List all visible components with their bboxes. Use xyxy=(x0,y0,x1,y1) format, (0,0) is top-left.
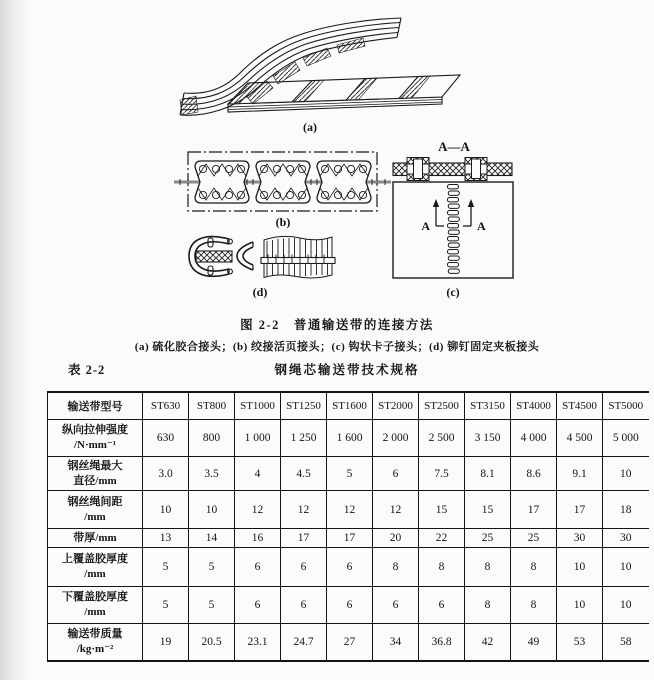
value-cell: 10 xyxy=(143,491,189,529)
value-cell: 36.8 xyxy=(419,624,465,661)
value-cell: 6 xyxy=(281,548,327,587)
value-cell: 13 xyxy=(143,529,189,548)
column-header: ST5000 xyxy=(603,392,649,420)
value-cell: 8 xyxy=(465,548,511,587)
diagram-c-hook-staple-joint xyxy=(393,158,513,279)
column-header: ST4000 xyxy=(511,392,557,420)
column-header: ST2500 xyxy=(419,392,465,420)
diagram-a-vulcanized-splice xyxy=(180,18,460,115)
table-header-row xyxy=(48,392,649,420)
value-cell: 8 xyxy=(465,587,511,624)
value-cell: 20.5 xyxy=(189,624,235,661)
spec-table xyxy=(47,391,649,662)
value-cell: 1 250 xyxy=(281,420,327,457)
value-cell: 5 xyxy=(327,457,373,491)
value-cell: 3.5 xyxy=(189,457,235,491)
value-cell: 6 xyxy=(373,587,419,624)
label-b: (b) xyxy=(275,215,291,229)
value-cell: 10 xyxy=(557,548,603,587)
value-cell: 34 xyxy=(373,624,419,661)
value-cell: 6 xyxy=(327,587,373,624)
hinge-plates xyxy=(195,161,371,203)
row-label: 输送带质量 /kg·m⁻² xyxy=(48,624,143,661)
value-cell: 5 xyxy=(189,548,235,587)
value-cell: 8.1 xyxy=(465,457,511,491)
value-cell: 2 500 xyxy=(419,420,465,457)
value-cell: 6 xyxy=(235,548,281,587)
table-row xyxy=(48,548,649,587)
arrow-label-right: A xyxy=(477,219,486,233)
column-header: ST3150 xyxy=(465,392,511,420)
value-cell: 6 xyxy=(235,587,281,624)
value-cell: 17 xyxy=(511,491,557,529)
column-header: ST1000 xyxy=(235,392,281,420)
value-cell: 800 xyxy=(189,420,235,457)
row-label: 下覆盖胶厚度 /mm xyxy=(48,587,143,624)
value-cell: 14 xyxy=(189,529,235,548)
column-header: ST1600 xyxy=(327,392,373,420)
value-cell: 10 xyxy=(603,548,649,587)
column-header: ST630 xyxy=(143,392,189,420)
row-label: 上覆盖胶厚度 /mm xyxy=(48,548,143,587)
value-cell: 17 xyxy=(327,529,373,548)
value-cell: 22 xyxy=(419,529,465,548)
value-cell: 19 xyxy=(143,624,189,661)
value-cell: 5 000 xyxy=(603,420,649,457)
value-cell: 17 xyxy=(281,529,327,548)
table-row xyxy=(48,420,649,457)
value-cell: 5 xyxy=(143,548,189,587)
table-heading xyxy=(47,360,647,380)
row-label: 钢丝绳间距 /mm xyxy=(48,491,143,529)
value-cell: 10 xyxy=(603,587,649,624)
figure-caption: 图 2-2 普通输送带的连接方法 xyxy=(240,318,434,332)
value-cell: 12 xyxy=(327,491,373,529)
value-cell: 630 xyxy=(143,420,189,457)
value-cell: 30 xyxy=(603,529,649,548)
value-cell: 10 xyxy=(603,457,649,491)
value-cell: 42 xyxy=(465,624,511,661)
table-row xyxy=(48,587,649,624)
figure-belt-joints xyxy=(0,0,654,312)
value-cell: 5 xyxy=(143,587,189,624)
value-cell: 25 xyxy=(511,529,557,548)
value-cell: 24.7 xyxy=(281,624,327,661)
value-cell: 1 600 xyxy=(327,420,373,457)
row-label: 纵向拉伸强度 /N·mm⁻¹ xyxy=(48,420,143,457)
value-cell: 6 xyxy=(281,587,327,624)
row-label: 带厚/mm xyxy=(48,529,143,548)
value-cell: 30 xyxy=(557,529,603,548)
value-cell: 3 150 xyxy=(465,420,511,457)
value-cell: 18 xyxy=(603,491,649,529)
value-cell: 7.5 xyxy=(419,457,465,491)
table-row xyxy=(48,457,649,491)
value-cell: 23.1 xyxy=(235,624,281,661)
figure-subcaption: (a) 硫化胶合接头；(b) 绞接活页接头；(c) 钩状卡子接头；(d) 铆钉固定夹板接头 xyxy=(134,341,540,353)
section-title: A—A xyxy=(438,139,470,154)
column-header: ST2000 xyxy=(373,392,419,420)
value-cell: 15 xyxy=(465,491,511,529)
value-cell: 6 xyxy=(327,548,373,587)
value-cell: 12 xyxy=(235,491,281,529)
table-row xyxy=(48,529,649,548)
table-row xyxy=(48,491,649,529)
value-cell: 16 xyxy=(235,529,281,548)
value-cell: 53 xyxy=(557,624,603,661)
column-header-model: 输送带型号 xyxy=(48,392,143,420)
value-cell: 20 xyxy=(373,529,419,548)
label-d: (d) xyxy=(252,285,268,299)
value-cell: 25 xyxy=(465,529,511,548)
value-cell: 8 xyxy=(373,548,419,587)
arrow-label-left: A xyxy=(421,219,430,233)
value-cell: 6 xyxy=(419,587,465,624)
column-header: ST4500 xyxy=(557,392,603,420)
value-cell: 49 xyxy=(511,624,557,661)
column-header: ST800 xyxy=(189,392,235,420)
table-row xyxy=(48,624,649,661)
table-title: 钢绳芯输送带技术规格 xyxy=(274,363,420,377)
value-cell: 27 xyxy=(327,624,373,661)
value-cell: 4 xyxy=(235,457,281,491)
label-c: (c) xyxy=(446,285,460,299)
diagram-d-clamp-plate-joint xyxy=(189,236,335,278)
value-cell: 1 000 xyxy=(235,420,281,457)
value-cell: 5 xyxy=(189,587,235,624)
value-cell: 8 xyxy=(511,548,557,587)
value-cell: 8.6 xyxy=(511,457,557,491)
value-cell: 2 000 xyxy=(373,420,419,457)
value-cell: 9.1 xyxy=(557,457,603,491)
value-cell: 4.5 xyxy=(281,457,327,491)
row-label: 钢丝绳最大 直径/mm xyxy=(48,457,143,491)
value-cell: 4 500 xyxy=(557,420,603,457)
value-cell: 17 xyxy=(557,491,603,529)
value-cell: 8 xyxy=(419,548,465,587)
value-cell: 15 xyxy=(419,491,465,529)
value-cell: 10 xyxy=(189,491,235,529)
column-header: ST1250 xyxy=(281,392,327,420)
value-cell: 12 xyxy=(281,491,327,529)
value-cell: 58 xyxy=(603,624,649,661)
value-cell: 8 xyxy=(511,587,557,624)
value-cell: 6 xyxy=(373,457,419,491)
value-cell: 4 000 xyxy=(511,420,557,457)
value-cell: 12 xyxy=(373,491,419,529)
value-cell: 10 xyxy=(557,587,603,624)
label-a: (a) xyxy=(303,120,317,134)
value-cell: 3.0 xyxy=(143,457,189,491)
table-label: 表 2-2 xyxy=(68,363,106,377)
